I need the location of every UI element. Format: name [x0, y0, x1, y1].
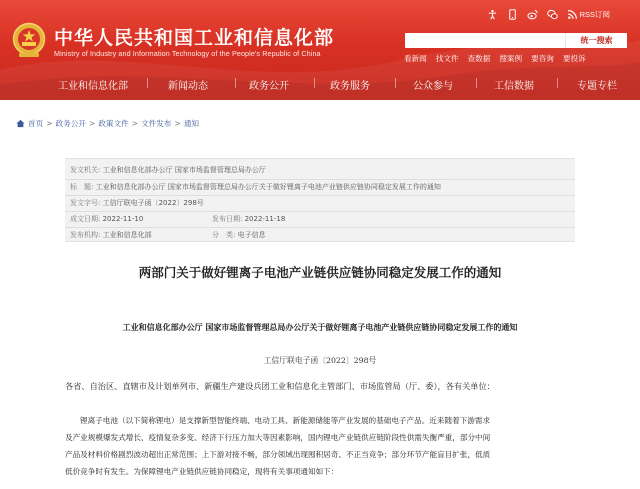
info-title-value: 工业和信息化部办公厅 国家市场监督管理总局办公厅关于做好锂离子电池产业链供应链协同稳定发展工作的通知 [95, 183, 441, 191]
top-utility-icons [487, 7, 610, 21]
nav-item-open-gov[interactable]: 政务公开 [249, 81, 289, 92]
info-category-row [212, 230, 266, 240]
nav-divider [314, 78, 315, 88]
info-number-label: 发文字号: [70, 199, 101, 207]
info-org-row [70, 230, 152, 240]
site-header [0, 0, 640, 100]
quicklinks [404, 53, 586, 64]
breadcrumb [16, 118, 199, 129]
breadcrumb-file-release[interactable]: 文件发布 [141, 119, 172, 128]
nav-divider [476, 78, 477, 88]
site-subtitle: Ministry of Industry and Information Technology of the People's Republic of China [54, 49, 321, 58]
info-written-row [70, 214, 143, 224]
nav-item-data[interactable]: 工信数据 [494, 81, 534, 92]
breadcrumb-policy-files[interactable]: 政策文件 [98, 119, 129, 128]
weibo-icon[interactable] [527, 9, 538, 20]
main-nav [0, 67, 640, 97]
paragraph-line: 锂离子电池（以下简称锂电）是支撑新型智能终端、电动工具、新能源储能等产业发展的基础电子产品。近来随着下游需求 [80, 416, 491, 425]
info-written-value: 2022-11-10 [102, 215, 144, 223]
info-published-value: 2022-11-18 [244, 215, 286, 223]
nav-item-news[interactable]: 新闻动态 [168, 81, 208, 92]
quicklink-cases[interactable]: 搜案例 [499, 54, 523, 63]
nav-divider [557, 78, 558, 88]
rss-label: RSS订阅 [579, 9, 610, 19]
info-number-row [70, 198, 204, 208]
info-org-value: 工业和信息化部 [102, 231, 152, 239]
mobile-icon[interactable] [507, 9, 518, 20]
accessibility-icon[interactable] [487, 9, 498, 20]
article-title: 两部门关于做好锂离子电池产业链供应链协同稳定发展工作的通知 [138, 265, 502, 280]
info-divider [65, 179, 575, 180]
info-number-value: 工信厅联电子函〔2022〕298号 [102, 199, 204, 207]
site-title[interactable]: 中华人民共和国工业和信息化部 [54, 27, 335, 49]
breadcrumb-open-gov[interactable]: 政务公开 [55, 119, 86, 128]
home-icon [16, 119, 25, 128]
info-written-label: 成文日期: [70, 215, 101, 223]
rss-icon [567, 9, 578, 20]
info-issuer-row [70, 165, 266, 175]
nav-item-topics[interactable]: 专题专栏 [577, 81, 617, 92]
paragraph-line: 及产业规模爆发式增长、疫情复杂多变、经济下行压力加大等因素影响，国内锂电产业链供应链阶段性供需失衡严重，部分中间 [65, 433, 491, 442]
nav-divider [235, 78, 236, 88]
document-heading: 工业和信息化部办公厅 国家市场监督管理总局办公厅关于做好锂离子电池产业链供应链协同稳定发展工作的通知 [122, 322, 518, 332]
unified-search-button[interactable]: 统一搜索 [565, 33, 627, 48]
info-divider [65, 227, 575, 228]
nav-item-participation[interactable]: 公众参与 [413, 81, 453, 92]
document-info-box [65, 158, 575, 242]
wechat-icon[interactable] [547, 9, 558, 20]
search-input[interactable] [405, 33, 565, 48]
breadcrumb-separator: > [88, 119, 96, 128]
nav-divider [395, 78, 396, 88]
quicklink-data[interactable]: 查数据 [467, 54, 491, 63]
quicklink-files[interactable]: 找文件 [435, 54, 459, 63]
quicklink-news[interactable]: 看新闻 [404, 54, 427, 63]
quicklink-complaint[interactable]: 要投诉 [562, 54, 586, 63]
nav-item-services[interactable]: 政务服务 [330, 81, 370, 92]
info-issuer-value: 工业和信息化部办公厅 国家市场监督管理总局办公厅 [102, 166, 266, 174]
info-divider [65, 195, 575, 196]
breadcrumb-separator: > [46, 119, 53, 128]
nav-item-ministry[interactable]: 工业和信息化部 [58, 81, 128, 92]
info-category-label: 分 类: [212, 231, 236, 239]
breadcrumb-notice[interactable]: 通知 [183, 119, 199, 128]
quicklink-consult[interactable]: 要咨询 [531, 54, 554, 63]
info-divider [65, 211, 575, 212]
national-emblem-icon [12, 22, 46, 58]
breadcrumb-home[interactable]: 首页 [28, 119, 44, 128]
paragraph-line: 低价竞争时有发生。为保障锂电产业链供应链协同稳定，现将有关事项通知如下： [65, 467, 339, 476]
breadcrumb-separator: > [131, 119, 139, 128]
document-addressee: 各省、自治区、直辖市及计划单列市、新疆生产建设兵团工业和信息化主管部门、市场监管局（厅、委），各有关单位： [65, 381, 495, 391]
info-category-value: 电子信息 [237, 231, 266, 239]
document-number: 工信厅联电子函〔2022〕298号 [263, 356, 377, 365]
info-published-row [212, 214, 285, 224]
breadcrumb-separator: > [174, 119, 181, 128]
nav-divider [147, 78, 148, 88]
info-org-label: 发布机构: [70, 231, 101, 239]
paragraph-line: 产品及材料价格剧烈波动超出正常范围；上下游对接不畅，部分领域出现囤积居奇、不正当竞争；部分环节产能盲目扩张，低质 [65, 450, 491, 459]
rss-subscribe-link[interactable] [567, 9, 610, 20]
info-title-row [70, 182, 441, 192]
info-title-label: 标 题: [70, 183, 94, 191]
search-bar [405, 33, 627, 48]
info-published-label: 发布日期: [212, 215, 243, 223]
info-issuer-label: 发文机关: [70, 166, 101, 174]
